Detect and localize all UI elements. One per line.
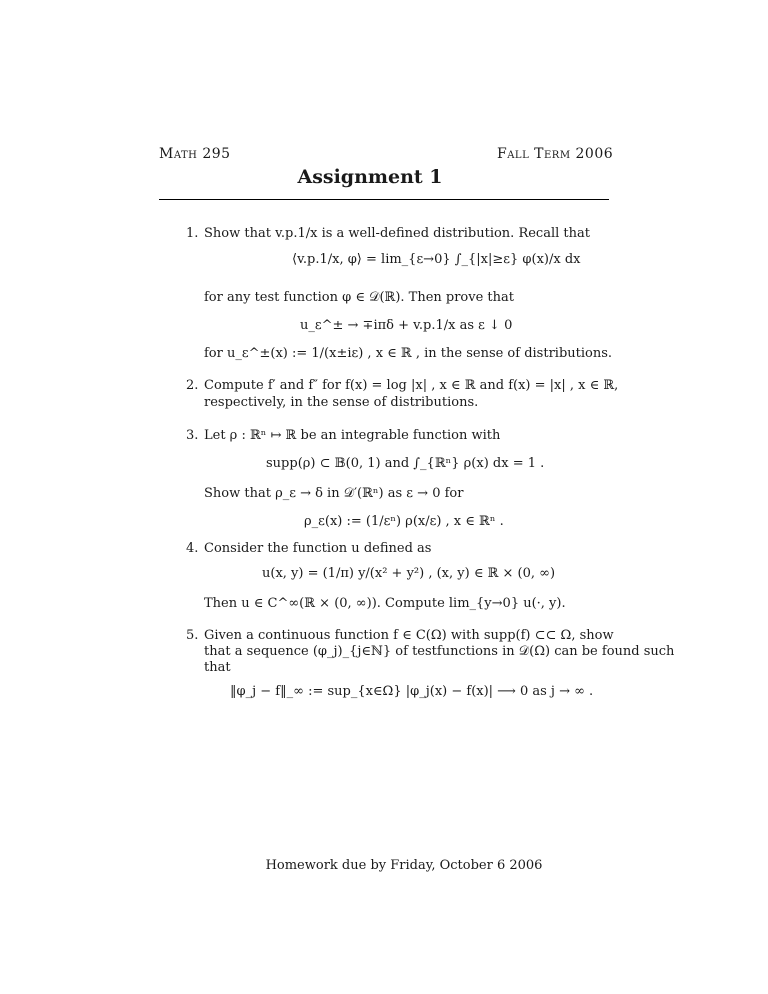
problem-2-line2: respectively, in the sense of distributions. xyxy=(204,395,479,410)
due-date-note: Homework due by Friday, October 6 2006 xyxy=(265,858,543,873)
problem-3-formula1: supp(ρ) ⊂ 𝔹(0, 1) and ∫_{ℝⁿ} ρ(x) dx = 1 . xyxy=(266,456,545,471)
problem-5-formula1: ‖φ_j − f‖_∞ := sup_{x∈Ω} |φ_j(x) − f(x)| ⟶ 0 as j → ∞ . xyxy=(230,684,594,699)
problem-1-line3: for u_ε^±(x) := 1/(x±iε) , x ∈ ℝ , in the sense of distributions. xyxy=(204,346,613,361)
problem-3-line2: Show that ρ_ε → δ in 𝒟′(ℝⁿ) as ε → 0 for xyxy=(204,486,464,501)
problem-3-number: 3. xyxy=(186,428,199,443)
problem-5-line3: that xyxy=(204,660,231,675)
title-rule xyxy=(159,199,609,200)
term-label: Fall Term 2006 xyxy=(497,146,614,162)
problem-5-number: 5. xyxy=(186,628,199,643)
problem-1-number: 1. xyxy=(186,226,199,241)
problem-4-number: 4. xyxy=(186,541,199,556)
problem-5-line2: that a sequence (φ_j)_{j∈ℕ} of testfunctions in 𝒟(Ω) can be found such xyxy=(204,644,675,659)
problem-2-line1: Compute f′ and f″ for f(x) = log |x| , x ∈ ℝ and f(x) = |x| , x ∈ ℝ, xyxy=(204,378,619,393)
problem-5-line1: Given a continuous function f ∈ C(Ω) with supp(f) ⊂⊂ Ω, show xyxy=(204,628,614,643)
problem-1-formula2: u_ε^± → ∓iπδ + v.p.1/x as ε ↓ 0 xyxy=(300,318,513,333)
problem-1-formula1: ⟨v.p.1/x, φ⟩ = lim_{ε→0} ∫_{|x|≥ε} φ(x)/x dx xyxy=(292,252,581,267)
problem-1-line2: for any test function φ ∈ 𝒟(ℝ). Then prove that xyxy=(204,290,515,305)
problem-4-line2: Then u ∈ C^∞(ℝ × (0, ∞)). Compute lim_{y→0} u(·, y). xyxy=(204,596,566,611)
page-title: Assignment 1 xyxy=(297,166,443,188)
problem-2-number: 2. xyxy=(186,378,199,393)
problem-3-line1: Let ρ : ℝⁿ ↦ ℝ be an integrable function with xyxy=(204,428,501,443)
problem-4-line1: Consider the function u defined as xyxy=(204,541,432,556)
problem-4-formula1: u(x, y) = (1/π) y/(x² + y²) , (x, y) ∈ ℝ × (0, ∞) xyxy=(262,566,556,581)
problem-3-formula2: ρ_ε(x) := (1/εⁿ) ρ(x/ε) , x ∈ ℝⁿ . xyxy=(304,514,504,529)
course-label: Math 295 xyxy=(159,146,231,162)
problem-1-line1: Show that v.p.1/x is a well-defined distribution. Recall that xyxy=(204,226,590,241)
